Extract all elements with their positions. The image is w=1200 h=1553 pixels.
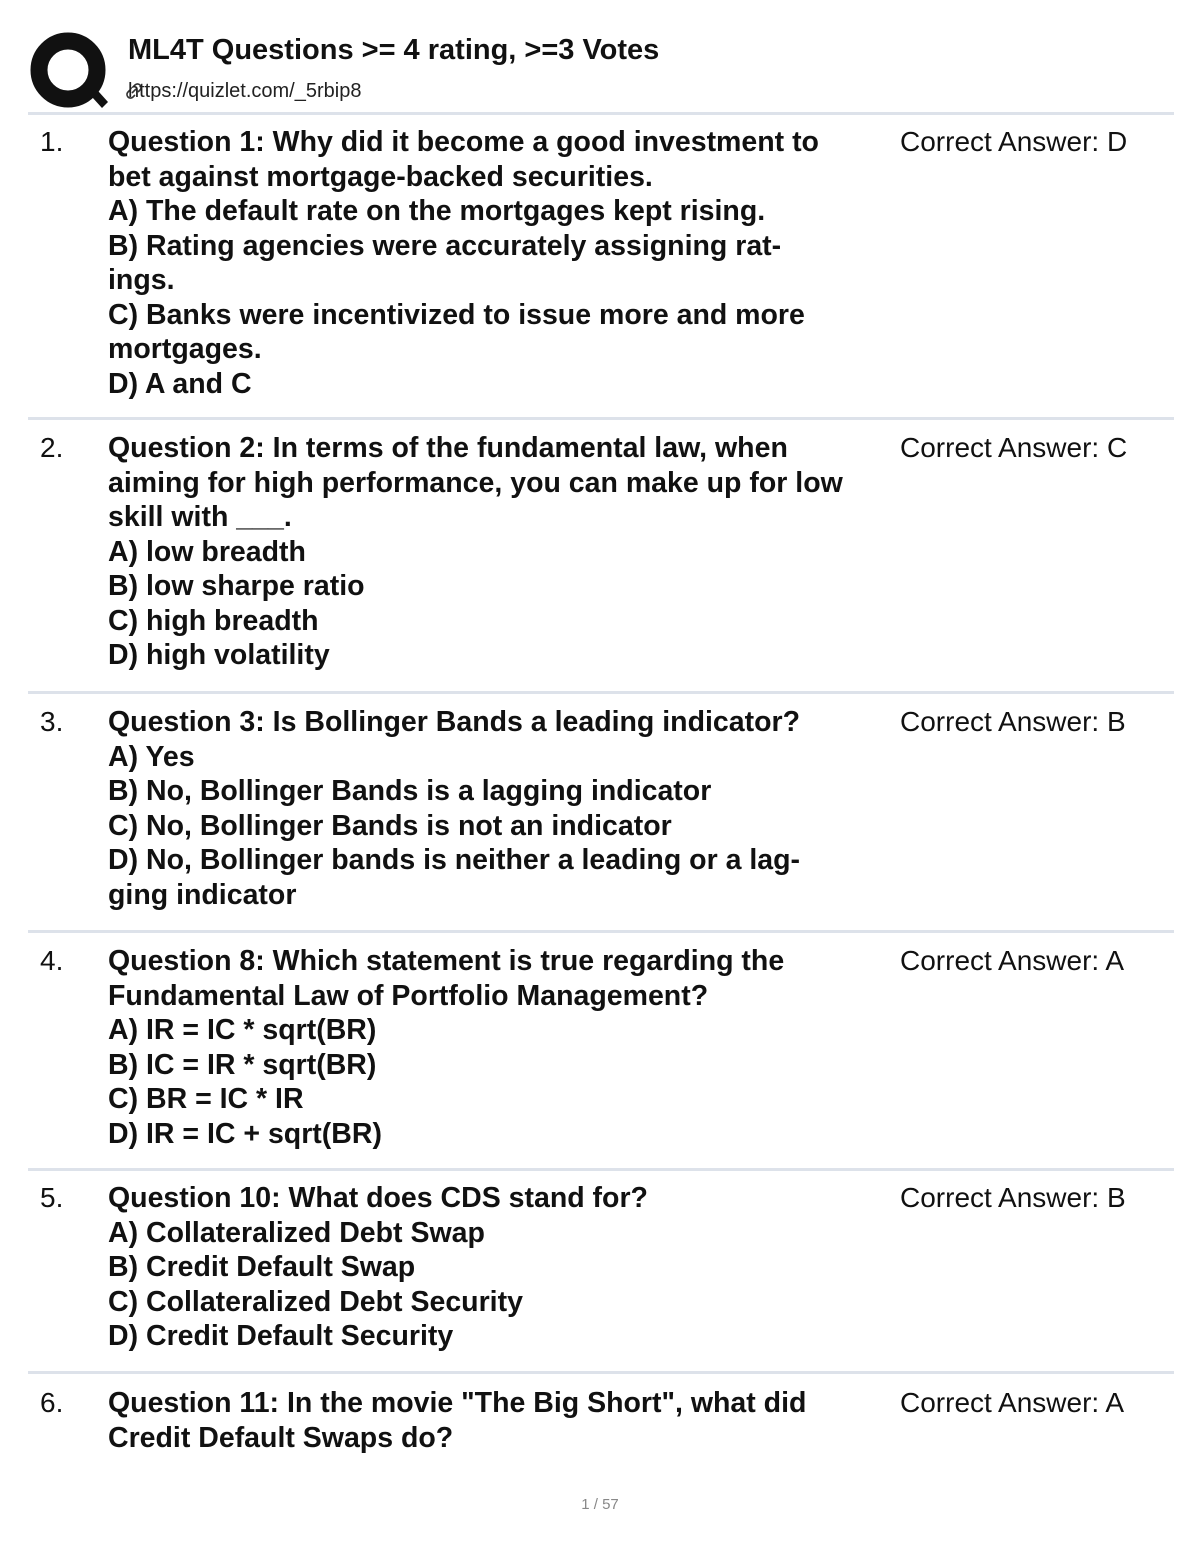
question-divider — [28, 930, 1174, 933]
header-divider — [28, 112, 1174, 115]
correct-answer: Correct Answer: C — [900, 432, 1128, 463]
document-header — [28, 30, 1178, 114]
question-number: 3. — [40, 706, 64, 737]
question-divider — [28, 417, 1174, 420]
correct-answer: Correct Answer: D — [900, 126, 1128, 157]
quizlet-logo-icon — [30, 32, 110, 112]
question-number: 5. — [40, 1182, 64, 1213]
question-number: 2. — [40, 432, 64, 463]
question-divider — [28, 1168, 1174, 1171]
question-text: Question 11: In the movie "The Big Short", what did Credit Default Swaps do? — [108, 1387, 807, 1454]
question-number: 1. — [40, 126, 64, 157]
question-divider — [28, 1371, 1174, 1374]
correct-answer: Correct Answer: A — [900, 945, 1125, 976]
question-number: 4. — [40, 945, 64, 976]
correct-answer: Correct Answer: B — [900, 706, 1126, 737]
question-divider — [28, 691, 1174, 694]
question-text: Question 10: What does CDS stand for? A) Collateralized Debt Swap B) Credit Default Swap C) Collateralized Debt Security D) Credit Default Security — [108, 1182, 648, 1352]
correct-answer: Correct Answer: B — [900, 1182, 1126, 1213]
document-title: ML4T Questions >= 4 rating, >=3 Votes — [128, 34, 660, 66]
source-url-link[interactable]: https://quizlet.com/_5rbip8 — [128, 80, 362, 102]
correct-answer: Correct Answer: A — [900, 1387, 1125, 1418]
page-indicator: 1 / 57 — [581, 1496, 619, 1513]
question-text: Question 1: Why did it become a good investment to bet against mortgage-backed securities. A) The default rate on the mortgages kept rising. B) Rating agencies were accurately assigning rat- ings. C) Banks were incentivized to issue more and more mortgages. D) A and C — [108, 126, 819, 400]
question-number: 6. — [40, 1387, 64, 1418]
question-text: Question 3: Is Bollinger Bands a leading indicator? A) Yes B) No, Bollinger Bands is a lagging indicator C) No, Bollinger Bands is not an indicator D) No, Bollinger bands is neither a leading or a lag- ging indicator — [108, 706, 801, 911]
question-text: Question 8: Which statement is true regarding the Fundamental Law of Portfolio Management? A) IR = IC * sqrt(BR) B) IC = IR * sqrt(BR) C) BR = IC * IR D) IR = IC + sqrt(BR) — [108, 945, 785, 1150]
question-text: Question 2: In terms of the fundamental law, when aiming for high performance, you can make up for low skill with ___. A) low breadth B) low sharpe ratio C) high breadth D) high volatility — [108, 432, 843, 671]
